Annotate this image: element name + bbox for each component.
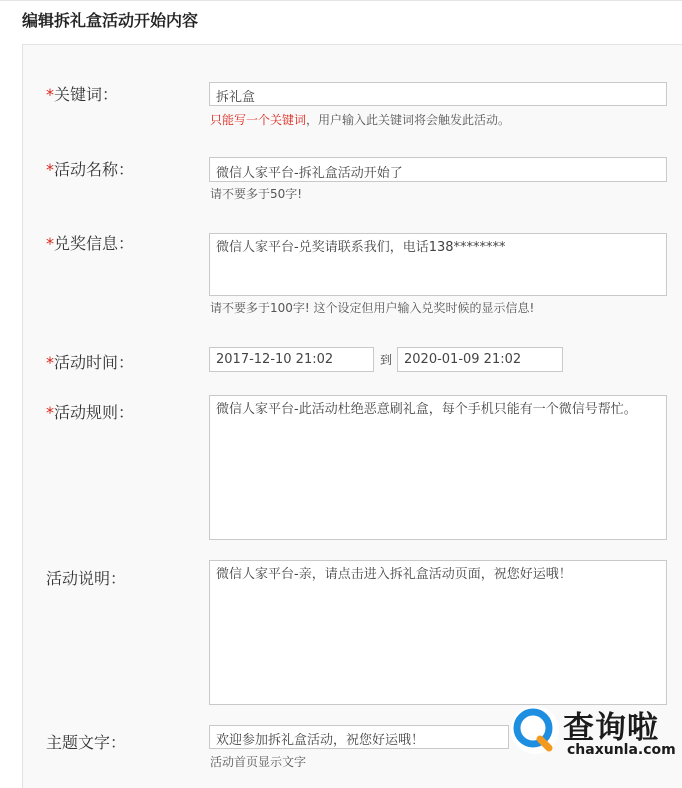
- magnifier-logo-icon: [509, 704, 561, 756]
- top-divider: [0, 0, 682, 1]
- theme-text-hint: 活动首页显示文字: [210, 755, 307, 769]
- required-mark: *: [46, 403, 54, 422]
- activity-time-label: *活动时间：: [46, 353, 135, 372]
- watermark: [505, 702, 681, 766]
- required-mark: *: [46, 160, 54, 179]
- watermark-domain: chaxunla.com: [567, 742, 676, 758]
- activity-rules-textarea[interactable]: 微信人家平台-此活动杜绝恶意刷礼盒，每个手机只能有一个微信号帮忙。: [209, 395, 667, 540]
- required-mark: *: [46, 234, 54, 253]
- keyword-label: *关键词：: [46, 85, 119, 104]
- theme-text-label: 主题文字：: [46, 733, 127, 752]
- required-mark: *: [46, 85, 54, 104]
- activity-name-label: *活动名称：: [46, 160, 135, 179]
- activity-name-hint: 请不要多于50字!: [210, 187, 303, 201]
- theme-text-input[interactable]: 欢迎参加拆礼盒活动，祝您好运哦！: [209, 725, 509, 749]
- activity-desc-textarea[interactable]: 微信人家平台-亲，请点击进入拆礼盒活动页面，祝您好运哦！: [209, 560, 667, 705]
- page-title: 编辑拆礼盒活动开始内容: [22, 11, 199, 30]
- keyword-hint: 只能写一个关键词，用户输入此关键词将会触发此活动。: [210, 113, 511, 127]
- watermark-name: 查询啦: [563, 710, 659, 746]
- keyword-input[interactable]: 拆礼盒: [209, 82, 667, 106]
- activity-rules-label: *活动规则：: [46, 403, 135, 422]
- start-time-input[interactable]: 2017-12-10 21:02: [209, 347, 374, 372]
- prize-info-textarea[interactable]: 微信人家平台-兑奖请联系我们，电话138********: [209, 233, 667, 296]
- activity-name-input[interactable]: 微信人家平台-拆礼盒活动开始了: [209, 157, 667, 182]
- time-range-separator: 到: [380, 353, 393, 367]
- end-time-input[interactable]: 2020-01-09 21:02: [397, 347, 563, 372]
- prize-info-label: *兑奖信息：: [46, 234, 135, 253]
- required-mark: *: [46, 353, 54, 372]
- activity-desc-label: 活动说明：: [46, 569, 127, 588]
- prize-info-hint: 请不要多于100字! 这个设定但用户输入兑奖时候的显示信息!: [210, 301, 535, 315]
